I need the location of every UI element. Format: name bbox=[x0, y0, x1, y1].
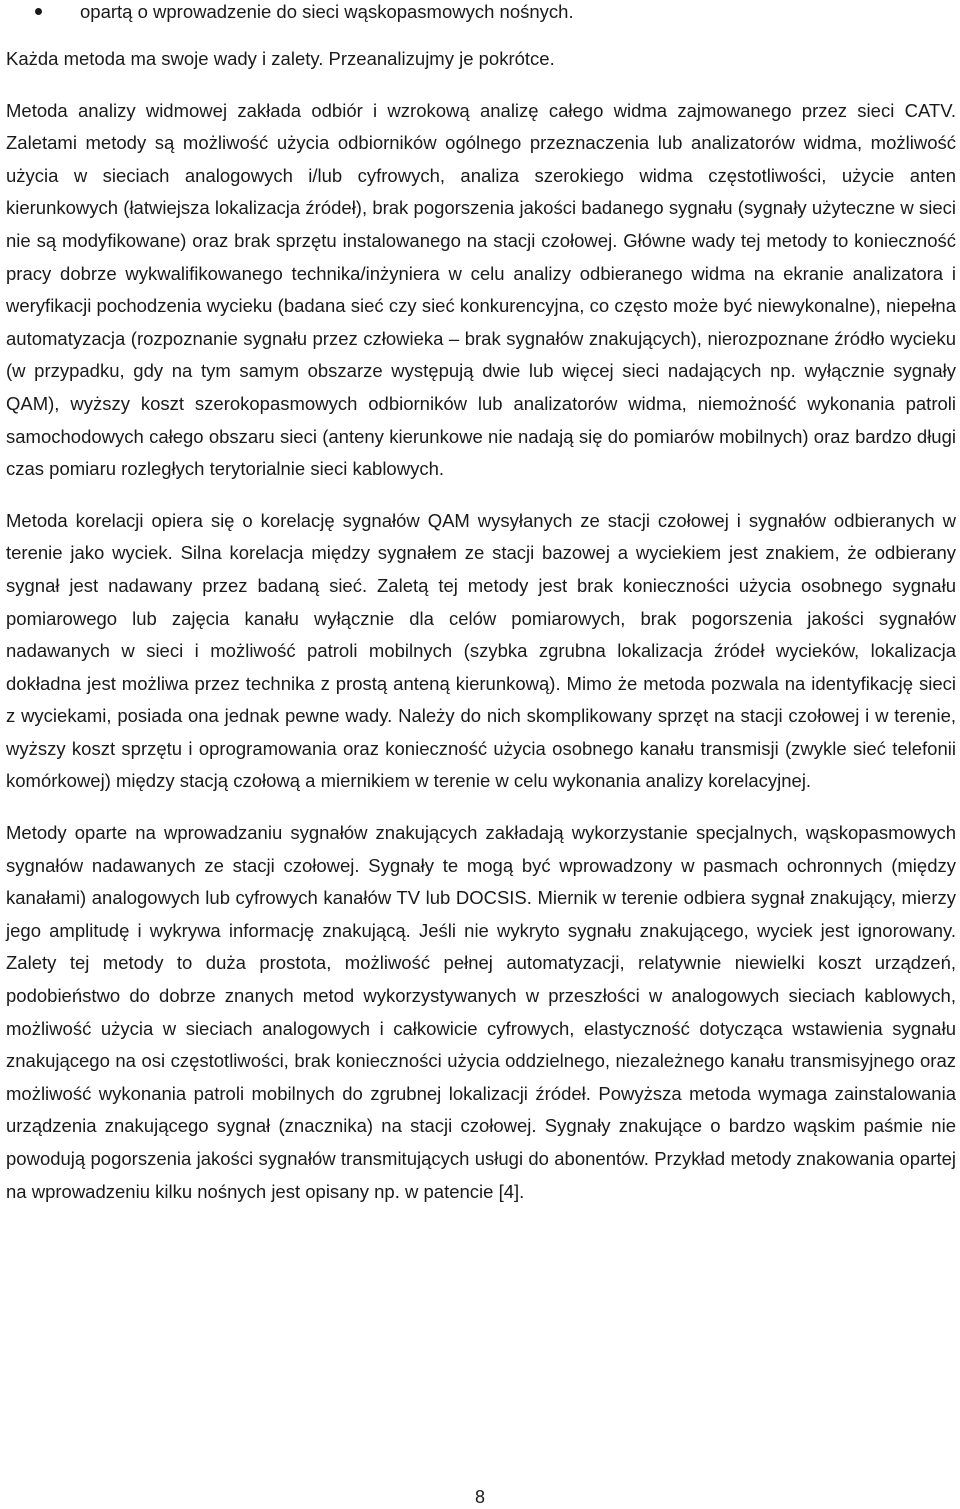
bullet-text: opartą o wprowadzenie do sieci wąskopasmowych nośnych. bbox=[80, 1, 574, 22]
paragraph-intro: Każda metoda ma swoje wady i zalety. Przeanalizujmy je pokrótce. bbox=[6, 48, 555, 69]
bullet-icon bbox=[35, 8, 42, 15]
bullet-list-item bbox=[6, 0, 956, 25]
paragraph-tagging-method: Metody oparte na wprowadzaniu sygnałów znakujących zakładają wykorzystanie specjalnych, wąskopasmowych sygnałów nadawanych ze stacji czołowej. Sygnały te mogą być wprowadzony w pasmach ochronnych (między kanałami) analogowych lub cyfrowych kanałów TV lub DOCSIS. Miernik w terenie odbiera sygnał znakujący, mierzy jego amplitudę i wykrywa informację znakującą. Jeśli nie wykryto sygnału znakującego, wyciek jest ignorowany. Zalety tej metody to duża prostota, możliwość pełnej automatyzacji, relatywnie niewielki koszt urządzeń, podobieństwo do dobrze znanych metod wykorzystywanych w przeszłości w analogowych sieciach kablowych, możliwość użycia w sieciach analogowych i całkowicie cyfrowych, elastyczność dotycząca wstawienia sygnału znakującego na osi częstotliwości, brak konieczności użycia oddzielnego, niezależnego kanału transmisyjnego oraz możliwość wykonania patroli mobilnych do zgrubnej lokalizacji źródeł. Powyższa metoda wymaga zainstalowania urządzenia znakującego sygnał (znacznika) na stacji czołowej. Sygnały znakujące o bardzo wąskim paśmie nie powodują pogorszenia jakości sygnałów transmitujących usługi do abonentów. Przykład metody znakowania opartej na wprowadzeniu kilku nośnych jest opisany np. w patencie [4]. bbox=[6, 822, 956, 1202]
document-page bbox=[6, 0, 956, 1208]
paragraph-spectrum-analysis: Metoda analizy widmowej zakłada odbiór i wzrokową analizę całego widma zajmowanego przez sieci CATV. Zaletami metody są możliwość użycia odbiorników ogólnego przeznaczenia lub analizatorów widma, możliwość użycia w sieciach analogowych i/lub cyfrowych, analiza szerokiego widma częstotliwości, użycie anten kierunkowych (łatwiejsza lokalizacja źródeł), brak pogorszenia jakości badanego sygnału (sygnały użyteczne w sieci nie są modyfikowane) oraz brak sprzętu instalowanego na stacji czołowej. Główne wady tej metody to konieczność pracy dobrze wykwalifikowanego technika/inżyniera w celu analizy odbieranego widma na ekranie analizatora i weryfikacji pochodzenia wycieku (badana sieć czy sieć konkurencyjna, co często może być niewykonalne), niepełna automatyzacja (rozpoznanie sygnału przez człowieka – brak sygnałów znakujących), nierozpoznane źródło wycieku (w przypadku, gdy na tym samym obszarze występują dwie lub więcej sieci nadających np. wyłącznie sygnały QAM), wyższy koszt szerokopasmowych odbiorników lub analizatorów widma, niemożność wykonania patroli samochodowych całego obszaru sieci (anteny kierunkowe nie nadają się do pomiarów mobilnych) oraz bardzo długi czas pomiaru rozległych terytorialnie sieci kablowych. bbox=[6, 99, 956, 480]
paragraph-correlation-method: Metoda korelacji opiera się o korelację sygnałów QAM wysyłanych ze stacji czołowej i sygnałów odbieranych w terenie jako wyciek. Silna korelacja między sygnałem ze stacji bazowej a wyciekiem jest znakiem, że odbierany sygnał jest nadawany przez badaną sieć. Zaletą tej metody jest brak konieczności użycia osobnego sygnału pomiarowego lub zajęcia kanału wyłącznie dla celów pomiarowych, brak pogorszenia jakości sygnałów nadawanych w sieci i możliwość patroli mobilnych (szybka zgrubna lokalizacja źródeł wycieków, lokalizacja dokładna jest możliwa przez technika z prostą anteną kierunkową). Mimo że metoda pozwala na identyfikację sieci z wyciekami, posiada ona jednak pewne wady. Należy do nich skomplikowany sprzęt na stacji czołowej i w terenie, wyższy koszt sprzętu i oprogramowania oraz konieczność użycia osobnego kanału transmisji (zwykle sieć telefonii komórkowej) między stacją czołową a miernikiem w terenie w celu wykonania analizy korelacyjnej. bbox=[6, 509, 956, 792]
page-number: 8 bbox=[474, 1487, 485, 1507]
